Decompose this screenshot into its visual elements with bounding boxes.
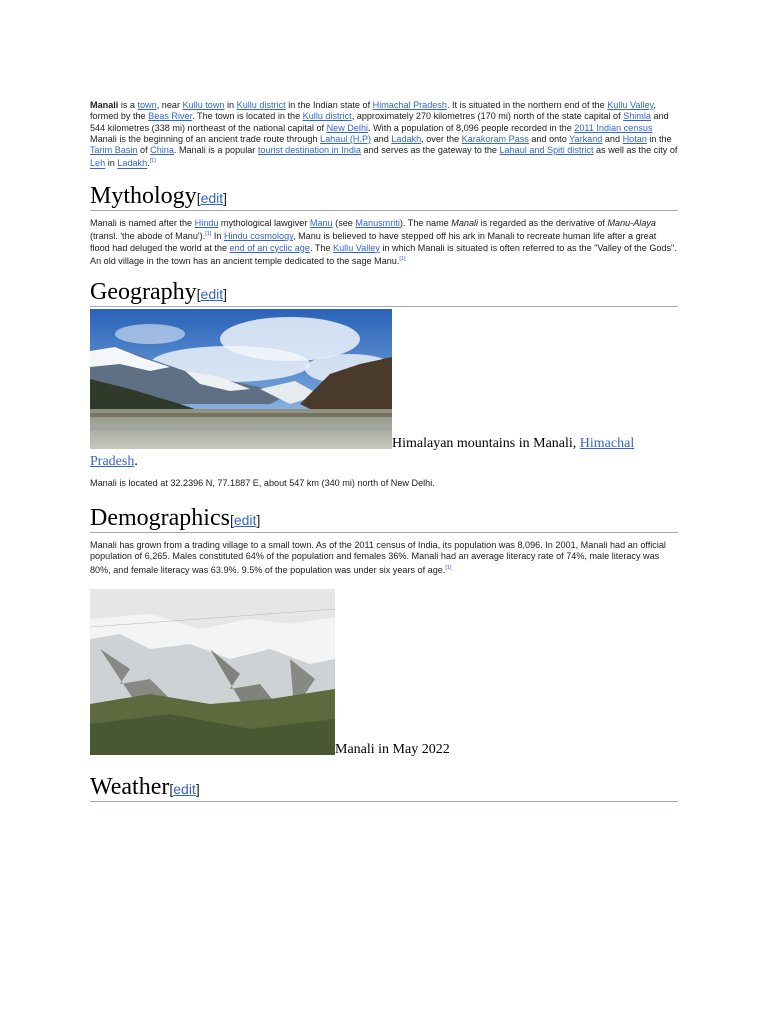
link-hindu-cosmology[interactable]: Hindu cosmology	[223, 231, 294, 242]
link-2011-census[interactable]: 2011 Indian census	[574, 122, 653, 133]
manali-may-2022-image	[90, 589, 335, 755]
geography-caption-cont: Pradesh.	[90, 454, 138, 469]
reference-marker[interactable]: [1]	[399, 255, 406, 262]
demographics-paragraph: Manali has grown from a trading village to a small town. As of the 2011 census of India, its population was 8,096. In 2001, Manali had an official population of 6,265. Males constituted 64% of the population and females 36%. Manali had an average literacy rate of 74%, male literacy was 80%, and female literacy was 63.9%. 9.5% of the population was under six years of age.[1]	[90, 540, 666, 575]
link-kullu-town[interactable]: Kullu town	[182, 100, 225, 110]
heading-mythology: Mythology[edit]	[90, 184, 678, 211]
edit-link-mythology[interactable]: edit	[200, 190, 224, 206]
link-cyclic-age[interactable]: end of an cyclic age	[229, 242, 310, 253]
reference-marker[interactable]: [1]	[445, 564, 452, 571]
link-hindu[interactable]: Hindu	[194, 218, 219, 228]
heading-geography: Geography[edit]	[90, 280, 678, 307]
link-beas-river[interactable]: Beas River	[148, 111, 193, 122]
link-karakoram-pass[interactable]: Karakoram Pass	[461, 133, 529, 144]
heading-demographics: Demographics[edit]	[90, 506, 678, 533]
link-himachal-pradesh-caption-2[interactable]: Pradesh	[90, 454, 135, 469]
intro-paragraph: Manali is a town, near Kullu town in Kullu district in the Indian state of Himachal Pradesh. It is situated in the northern end of the Kullu Valley, formed by the Beas River. The town is located in the Kullu district, approximately 270 kilometres (170 mi) north of the state capital of Shimla and 544 kilometres (338 mi) northeast of the national capital of New Delhi. With a population of 8,096 people recorded in the 2011 Indian census Manali is the beginning of an ancient trade route through Lahaul (H.P) and Ladakh, over the Karakoram Pass and onto Yarkand and Hotan in the Tarim Basin of China. Manali is a popular tourist destination in India and serves as the gateway to the Lahaul and Spiti district as well as the city of Leh in Ladakh.[1]	[90, 100, 678, 169]
link-shimla[interactable]: Shimla	[623, 111, 651, 122]
link-hotan[interactable]: Hotan	[622, 133, 647, 144]
link-new-delhi[interactable]: New Delhi	[326, 122, 369, 133]
link-kullu-valley-2[interactable]: Kullu Valley	[333, 242, 380, 253]
link-lahaul[interactable]: Lahaul (H.P)	[320, 133, 372, 144]
link-tourist-destination[interactable]: tourist destination in India	[257, 145, 361, 156]
link-himachal-pradesh[interactable]: Himachal Pradesh	[372, 100, 447, 110]
edit-link-weather[interactable]: edit	[173, 781, 196, 797]
geography-paragraph: Manali is located at 32.2396 N, 77.1887 E, about 547 km (340 mi) north of New Delhi.	[90, 478, 435, 488]
link-ladakh[interactable]: Ladakh	[391, 133, 422, 144]
link-himachal-pradesh-caption-1[interactable]: Himachal	[579, 436, 635, 451]
edit-link-geography[interactable]: edit	[200, 286, 224, 302]
link-leh[interactable]: Leh	[90, 158, 106, 169]
intro-bold-title: Manali	[90, 100, 119, 110]
link-kullu-district[interactable]: Kullu district	[236, 100, 286, 110]
link-kullu-district-2[interactable]: Kullu district	[302, 111, 352, 122]
link-tarim-basin[interactable]: Tarim Basin	[90, 145, 138, 156]
link-town[interactable]: town	[137, 100, 157, 110]
reference-marker[interactable]: [1]	[149, 158, 156, 165]
demographics-caption: Manali in May 2022	[335, 742, 450, 757]
link-manu[interactable]: Manu	[309, 218, 333, 228]
mythology-paragraph: Manali is named after the Hindu mythological lawgiver Manu (see Manusmriti). The name Manali is regarded as the derivative of Manu-Alaya (transl. 'the abode of Manu').[1] In Hindu cosmology, Manu is believed to have stepped off his ark in Manali to recreate human life after a great flood had deluged the world at the end of an cyclic age. The Kullu Valley in which Manali is situated is often referred to as the "Valley of the Gods". An old village in the town has an ancient temple dedicated to the sage Manu.[1]	[90, 218, 677, 266]
link-china[interactable]: China	[150, 145, 174, 156]
himalayan-mountains-image	[90, 309, 392, 449]
link-kullu-valley[interactable]: Kullu Valley	[607, 100, 654, 110]
link-ladakh-2[interactable]: Ladakh	[117, 158, 148, 169]
link-lahaul-spiti[interactable]: Lahaul and Spiti district	[499, 145, 594, 156]
heading-weather: Weather[edit]	[90, 775, 678, 802]
geography-caption: Himalayan mountains in Manali, Himachal	[392, 436, 635, 451]
link-manusmriti[interactable]: Manusmriti	[355, 218, 400, 228]
edit-link-demographics[interactable]: edit	[233, 512, 257, 528]
link-yarkand[interactable]: Yarkand	[569, 133, 603, 144]
reference-marker[interactable]: [1]	[205, 231, 212, 238]
